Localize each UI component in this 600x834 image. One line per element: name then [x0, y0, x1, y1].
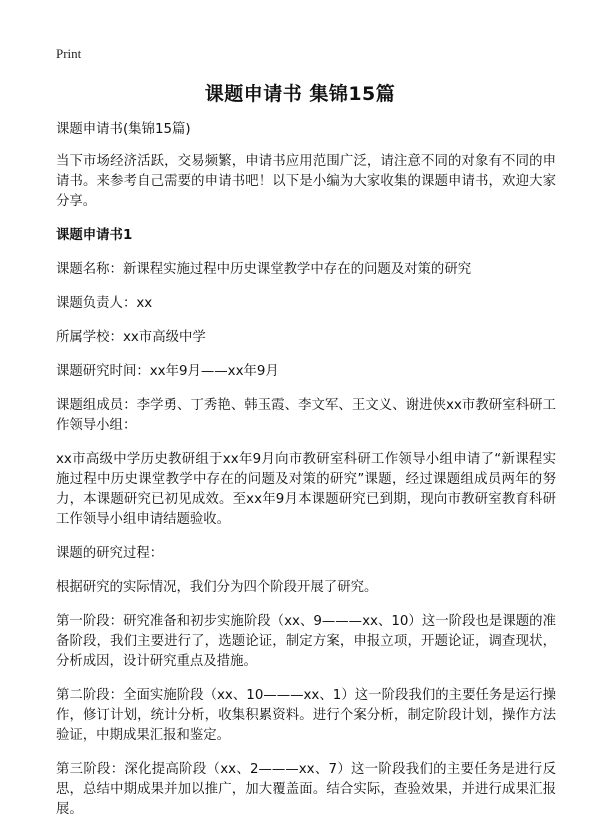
- paragraph-stage-three: 第三阶段：深化提高阶段（xx、2———xx、7）这一阶段我们的主要任务是进行反思，总结中期成果并加以推广，加大覆盖面。结合实际，查验效果，并进行成果汇报展。: [56, 762, 556, 817]
- section-heading: 课题申请书1: [56, 228, 133, 243]
- print-label[interactable]: Print: [56, 46, 82, 61]
- paragraph-stage-two: 第二阶段：全面实施阶段（xx、10———xx、1）这一阶段我们的主要任务是运行操作，修订计划，统计分析，收集积累资料。进行个案分析，制定阶段计划，操作方法验证，中期成果汇报和鉴定。: [56, 688, 556, 743]
- paragraph-team-members: 课题组成员：李学勇、丁秀艳、韩玉霞、李文军、王文义、谢进侠xx市教研室科研工作领导小组：: [56, 398, 556, 433]
- page-title: 课题申请书 集锦15篇: [204, 83, 396, 105]
- paragraph-application: xx市高级中学历史教研组于xx年9月向市教研室科研工作领导小组申请了“新课程实施过程中历史课堂教学中存在的问题及对策的研究”课题，经过课题组成员两年的努力，本课题研究已初见成效。至xx年9月本课题研究已到期，现向市教研室教育科研工作领导小组申请结题验收。: [56, 452, 556, 527]
- paragraph-research-time: 课题研究时间：xx年9月——xx年9月: [56, 364, 279, 379]
- paragraph-topic-leader: 课题负责人：xx: [56, 296, 153, 311]
- paragraph-process-heading: 课题的研究过程：: [56, 546, 164, 561]
- document-subtitle: 课题申请书(集锦15篇): [56, 122, 191, 137]
- paragraph-stage-one: 第一阶段：研究准备和初步实施阶段（xx、9———xx、10）这一阶段也是课题的准备阶段，我们主要进行了，选题论证，制定方案，申报立项，开题论证，调查现状，分析成因，设计研究重点及措施。: [56, 614, 556, 669]
- paragraph-school: 所属学校：xx市高级中学: [56, 330, 206, 345]
- paragraph-topic-name: 课题名称：新课程实施过程中历史课堂教学中存在的问题及对策的研究: [56, 262, 472, 277]
- paragraph-stages-intro: 根据研究的实际情况，我们分为四个阶段开展了研究。: [56, 580, 378, 595]
- document-body: [56, 120, 556, 834]
- intro-paragraph: 当下市场经济活跃，交易频繁，申请书应用范围广泛，请注意不同的对象有不同的申请书。来参考自己需要的申请书吧！以下是小编为大家收集的课题申请书，欢迎大家分享。: [56, 154, 556, 209]
